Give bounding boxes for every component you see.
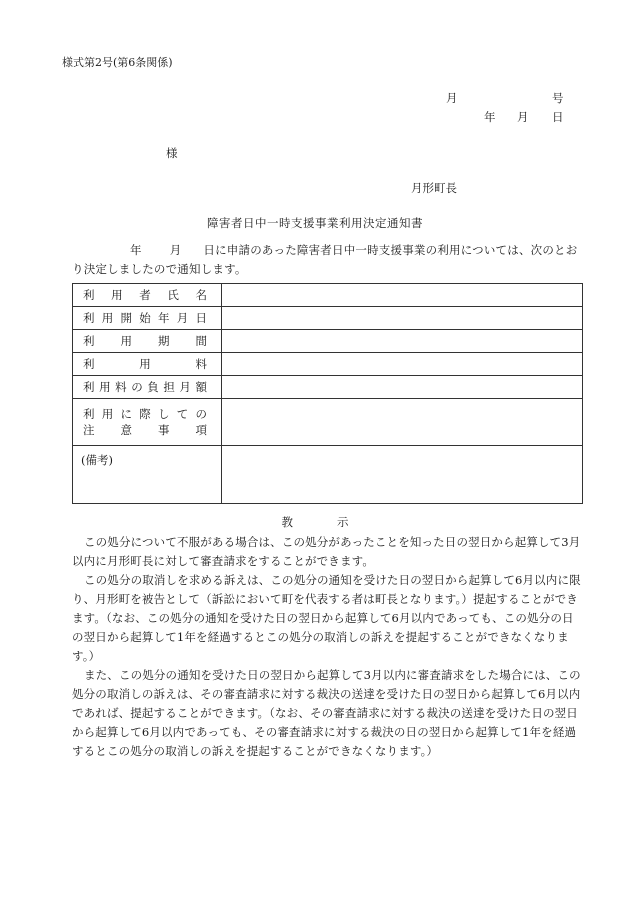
table-row bbox=[73, 446, 583, 504]
label-char: し bbox=[158, 407, 170, 421]
label-char: 利 bbox=[83, 311, 95, 325]
label-char: 名 bbox=[195, 288, 207, 302]
kyoji-body bbox=[72, 533, 584, 761]
row-label-user-name bbox=[73, 284, 222, 307]
intro-month: 月 bbox=[169, 243, 182, 257]
label-char: 負 bbox=[147, 380, 159, 394]
label-char: 開 bbox=[120, 311, 132, 325]
date-day-label: 日 bbox=[552, 110, 564, 124]
label-char: 担 bbox=[163, 380, 175, 394]
label-char: て bbox=[176, 407, 189, 421]
table-row bbox=[73, 399, 583, 446]
label-char: 用 bbox=[120, 334, 132, 348]
label-char: 用 bbox=[111, 288, 123, 302]
row-label-period bbox=[73, 330, 222, 353]
document-month-label: 月 bbox=[446, 91, 458, 105]
kyoji-paragraph: この処分について不服がある場合は、この処分があったことを知った日の翌日から起算して3月以内に月形町長に対して審査請求をすることができます。 bbox=[72, 535, 581, 568]
issuer-name: 月形町長 bbox=[411, 181, 457, 195]
recipient-honorific: 様 bbox=[166, 146, 178, 160]
date-month-label: 月 bbox=[517, 110, 529, 124]
label-char: 事 bbox=[158, 423, 170, 437]
label-char: 利 bbox=[83, 288, 95, 302]
table-row bbox=[73, 376, 583, 399]
dist-label bbox=[83, 310, 207, 326]
row-value-fee bbox=[222, 353, 583, 376]
dist-label bbox=[83, 379, 207, 395]
label-char: 日 bbox=[195, 311, 207, 325]
label-char: 用 bbox=[101, 407, 114, 421]
kyoji-heading-a: 教 bbox=[281, 515, 293, 529]
label-char: 者 bbox=[139, 288, 151, 302]
label-char: 用 bbox=[99, 380, 111, 394]
row-value-user-name bbox=[222, 284, 583, 307]
label-char: 利 bbox=[83, 407, 95, 421]
date-year-label: 年 bbox=[484, 110, 496, 124]
document-number-label: 号 bbox=[552, 91, 564, 105]
label-char: 用 bbox=[101, 311, 114, 325]
label-char: 始 bbox=[139, 311, 151, 325]
label-char: 料 bbox=[115, 380, 127, 394]
kyoji-heading bbox=[0, 514, 630, 530]
label-char: 用 bbox=[139, 357, 151, 371]
row-label-monthly-charge bbox=[73, 376, 222, 399]
label-char: 月 bbox=[176, 311, 189, 325]
label-char: 利 bbox=[83, 334, 95, 348]
label-char: の bbox=[195, 407, 207, 421]
label-char: に bbox=[120, 407, 132, 421]
label-char: 年 bbox=[158, 311, 170, 325]
kyoji-paragraph: また、この処分の通知を受けた日の翌日から起算して3月以内に審査請求をした場合には、この処分の取消しの訴えは、その審査請求に対する裁決の送達を受けた日の翌日から起算して6月以内であれば、提起することができます。（なお、その審査請求に対する裁決の送達を受けた日の翌日から起算して6月以内であっても、その審査請求に対する裁決の日の翌日から起算して1年を経過するとこの処分の取消しの訴えを提起することができなくなります。） bbox=[72, 668, 581, 758]
intro-year: 年 bbox=[130, 243, 142, 257]
label-char: 利 bbox=[83, 380, 95, 394]
remarks-value bbox=[222, 446, 583, 504]
label-char: 意 bbox=[120, 423, 132, 437]
label-char: 項 bbox=[195, 423, 207, 437]
dist-label bbox=[83, 333, 207, 349]
row-label-start-date bbox=[73, 307, 222, 330]
dist-label bbox=[83, 356, 207, 372]
label-char: 額 bbox=[195, 380, 207, 394]
label-char: 利 bbox=[83, 357, 95, 371]
label-char: 料 bbox=[195, 357, 207, 371]
decision-table bbox=[72, 283, 583, 504]
form-number-label: 様式第2号(第6条関係) bbox=[62, 56, 173, 69]
row-value-period bbox=[222, 330, 583, 353]
label-char: 際 bbox=[139, 407, 151, 421]
label-char: 月 bbox=[179, 380, 191, 394]
row-label-notes bbox=[73, 399, 222, 446]
table-row bbox=[73, 330, 583, 353]
label-char: 氏 bbox=[167, 288, 179, 302]
label-char: の bbox=[131, 380, 143, 394]
table-row bbox=[73, 284, 583, 307]
intro-text: 日に申請のあった障害者日中一時支援事業の利用については、次のとおり決定しましたので通知します。 bbox=[72, 243, 578, 276]
label-char: 注 bbox=[83, 423, 95, 437]
table-row bbox=[73, 307, 583, 330]
table-row bbox=[73, 353, 583, 376]
kyoji-paragraph: この処分の取消しを求める訴えは、この処分の通知を受けた日の翌日から起算して6月以内に限り、月形町を被告として（訴訟において町を代表する者は町長となります。）提起することができます。（なお、この処分の通知を受けた日の翌日から起算して6月以内であっても、この処分の日の翌日から起算して1年を経過するとこの処分の取消しの訴えを提起することができなくなります。） bbox=[72, 573, 581, 663]
dist-label bbox=[83, 287, 207, 303]
row-label-fee bbox=[73, 353, 222, 376]
label-char: 期 bbox=[158, 334, 170, 348]
remarks-label: (備考) bbox=[73, 446, 222, 504]
row-value-start-date bbox=[222, 307, 583, 330]
label-char: 間 bbox=[195, 334, 207, 348]
row-value-monthly-charge bbox=[222, 376, 583, 399]
dist-label bbox=[83, 406, 207, 422]
intro-paragraph bbox=[72, 241, 584, 279]
dist-label bbox=[83, 422, 207, 438]
document-title: 障害者日中一時支援事業利用決定通知書 bbox=[207, 216, 423, 230]
row-value-notes bbox=[222, 399, 583, 446]
kyoji-heading-b: 示 bbox=[337, 515, 349, 529]
